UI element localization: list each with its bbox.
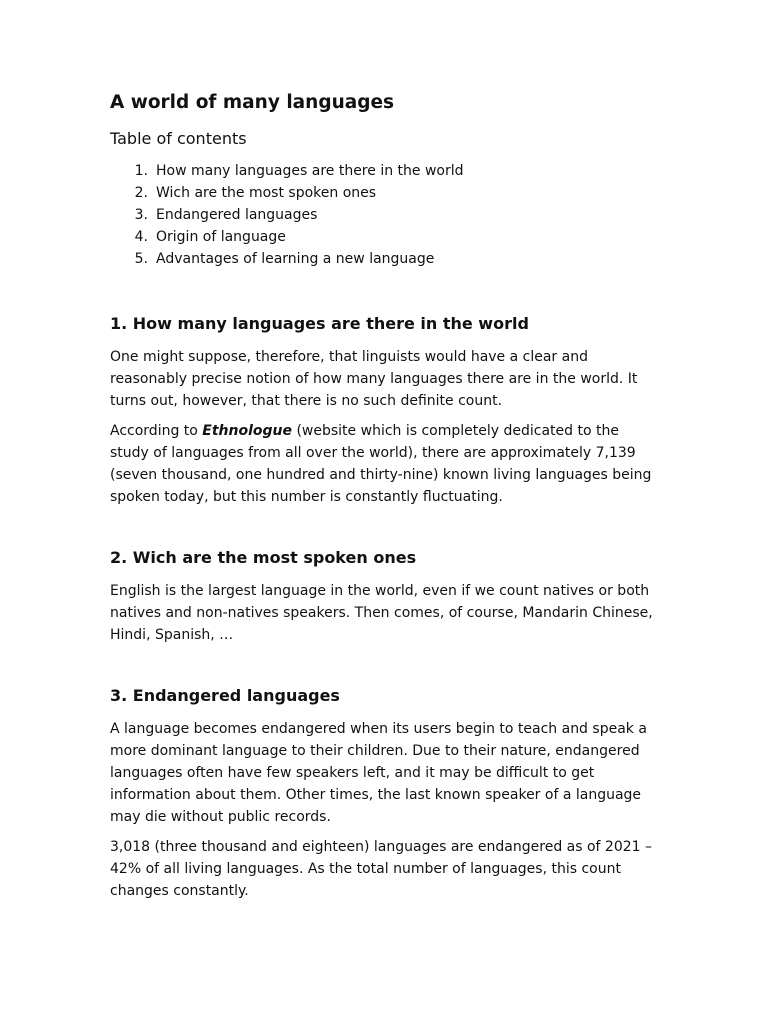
toc-item (110, 248, 655, 270)
paragraph: A language becomes endangered when its users begin to teach and speak a more dominant language to their children. Due to their nature, endangered languages often have few speakers left, and it may be difficult to get information about them. Other times, the last known speaker of a language may die without public records. (110, 721, 647, 825)
toc-item (110, 182, 655, 204)
ethnologue-emphasis: Ethnologue (202, 423, 293, 439)
document-title: A world of many languages (110, 92, 395, 113)
toc-item-label: Advantages of learning a new language (156, 251, 435, 267)
toc-item-label: Origin of language (156, 229, 286, 245)
toc-list (110, 160, 655, 270)
toc-item-label: Wich are the most spoken ones (156, 185, 377, 201)
section-heading: 2. Wich are the most spoken ones (110, 548, 417, 567)
toc-item-number: 3. (134, 207, 148, 223)
paragraph: One might suppose, therefore, that linguists would have a clear and reasonably precise notion of how many languages there are in the world. It turns out, however, that there is no such definite count. (110, 349, 638, 409)
paragraph (110, 420, 655, 508)
section-heading: 3. Endangered languages (110, 686, 340, 705)
toc-item-number: 1. (134, 163, 148, 179)
paragraph: 3,018 (three thousand and eighteen) languages are endangered as of 2021 – 42% of all living languages. As the total number of languages, this count changes constantly. (110, 839, 653, 899)
toc-item (110, 160, 655, 182)
paragraph-text: (website which is completely dedicated to the study of languages from all over the world), there are approximately 7,139 (seven thousand, one hundred and thirty-nine) known living languages being spoken today, but this number is constantly fluctuating. (110, 423, 652, 505)
paragraph: English is the largest language in the world, even if we count natives or both natives and non-natives speakers. Then comes, of course, Mandarin Chinese, Hindi, Spanish, … (110, 583, 653, 643)
toc-item-number: 4. (134, 229, 148, 245)
toc-item (110, 226, 655, 248)
toc-item (110, 204, 655, 226)
toc-item-label: How many languages are there in the world (156, 163, 464, 179)
toc-item-number: 5. (134, 251, 148, 267)
document-content (110, 90, 655, 940)
section-heading: 1. How many languages are there in the world (110, 314, 529, 333)
toc-item-number: 2. (134, 185, 148, 201)
section-most-spoken (110, 546, 655, 646)
toc-heading: Table of contents (110, 129, 247, 148)
section-endangered (110, 684, 655, 902)
toc-item-label: Endangered languages (156, 207, 318, 223)
paragraph-text: According to (110, 423, 203, 439)
section-language-count (110, 312, 655, 508)
